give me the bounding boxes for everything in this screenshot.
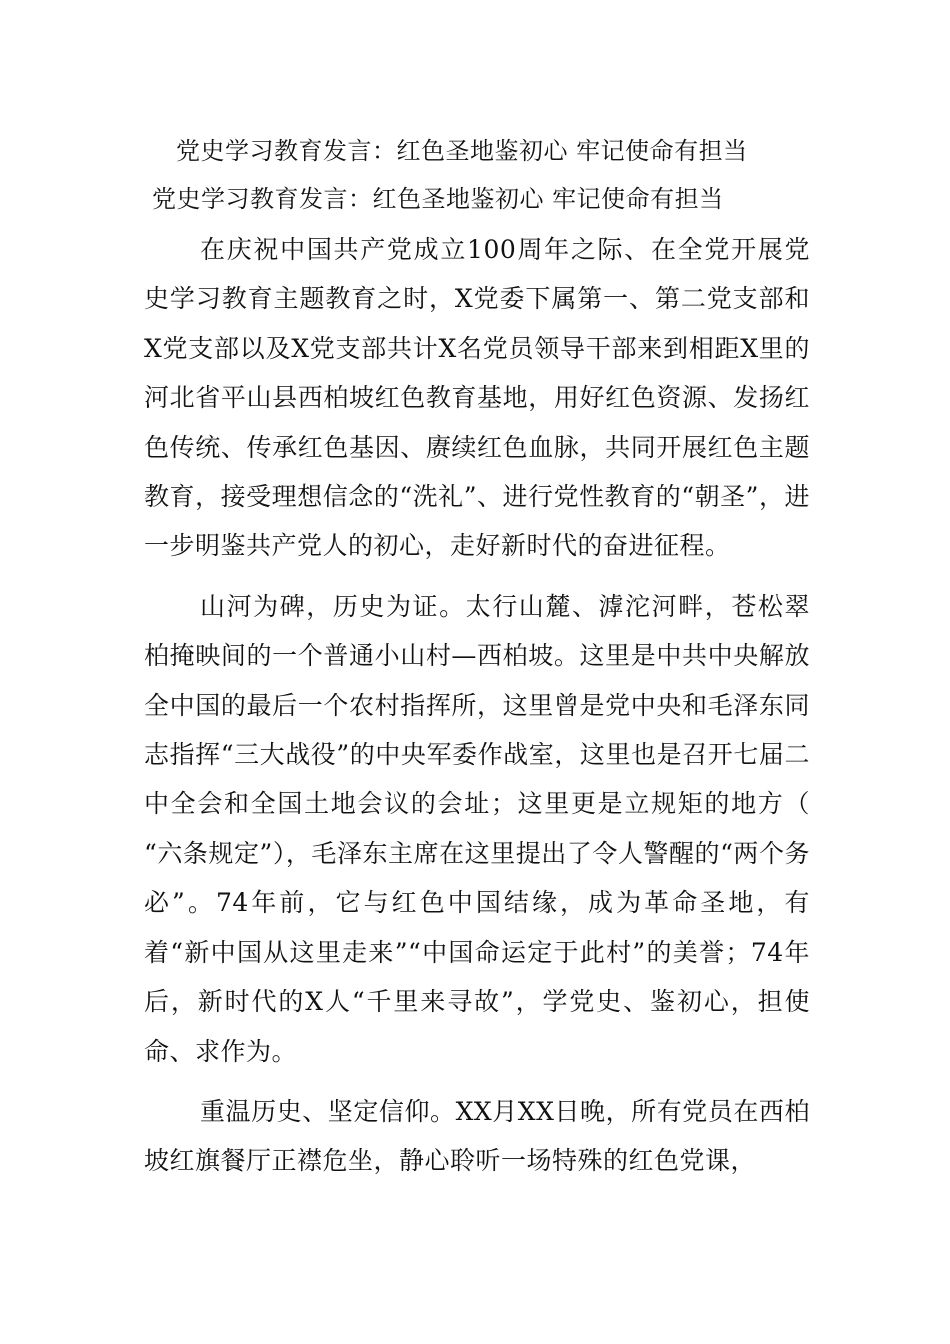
- document-title: 党史学习教育发言：红色圣地鉴初心 牢记使命有担当: [176, 137, 748, 165]
- document-body: [144, 225, 810, 1197]
- paragraph-xibaipo: 山河为碑，历史为证。太行山麓、滹沱河畔，苍松翠柏掩映间的一个普通小山村—西柏坡。这里是中共中央解放全中国的最后一个农村指挥所，这里曾是党中央和毛泽东同志指挥“三大战役”的中央军委作战室，这里也是召开七届二中全会和全国土地会议的会址；这里更是立规矩的地方（ “六条规定”），毛泽东主席在这里提出了令人警醒的“两个务必”。74年前，它与红色中国结缘，成为革命圣地，有着“新中国从这里走来”“中国命运定于此村”的美誉；74年后，新时代的X人“千里来寻故”，学党史、鉴初心，担使命、求作为。: [144, 591, 810, 1066]
- paragraph-history: 重温历史、坚定信仰。XX月XX日晚，所有党员在西柏坡红旗餐厅正襟危坐，静心聆听一场特殊的红色党课，: [144, 1096, 810, 1176]
- paragraph-intro: 在庆祝中国共产党成立100周年之际、在全党开展党史学习教育主题教育之时，X党委下属第一、第二党支部和X党支部以及X党支部共计X名党员领导干部来到相距X里的河北省平山县西柏坡红色教育基地，用好红色资源、发扬红色传统、传承红色基因、赓续红色血脉，共同开展红色主题教育，接受理想信念的“洗礼”、进行党性教育的“朝圣”，进一步明鉴共产党人的初心，走好新时代的奋进征程。: [144, 235, 810, 561]
- document-subtitle: 党史学习教育发言：红色圣地鉴初心 牢记使命有担当: [152, 185, 724, 213]
